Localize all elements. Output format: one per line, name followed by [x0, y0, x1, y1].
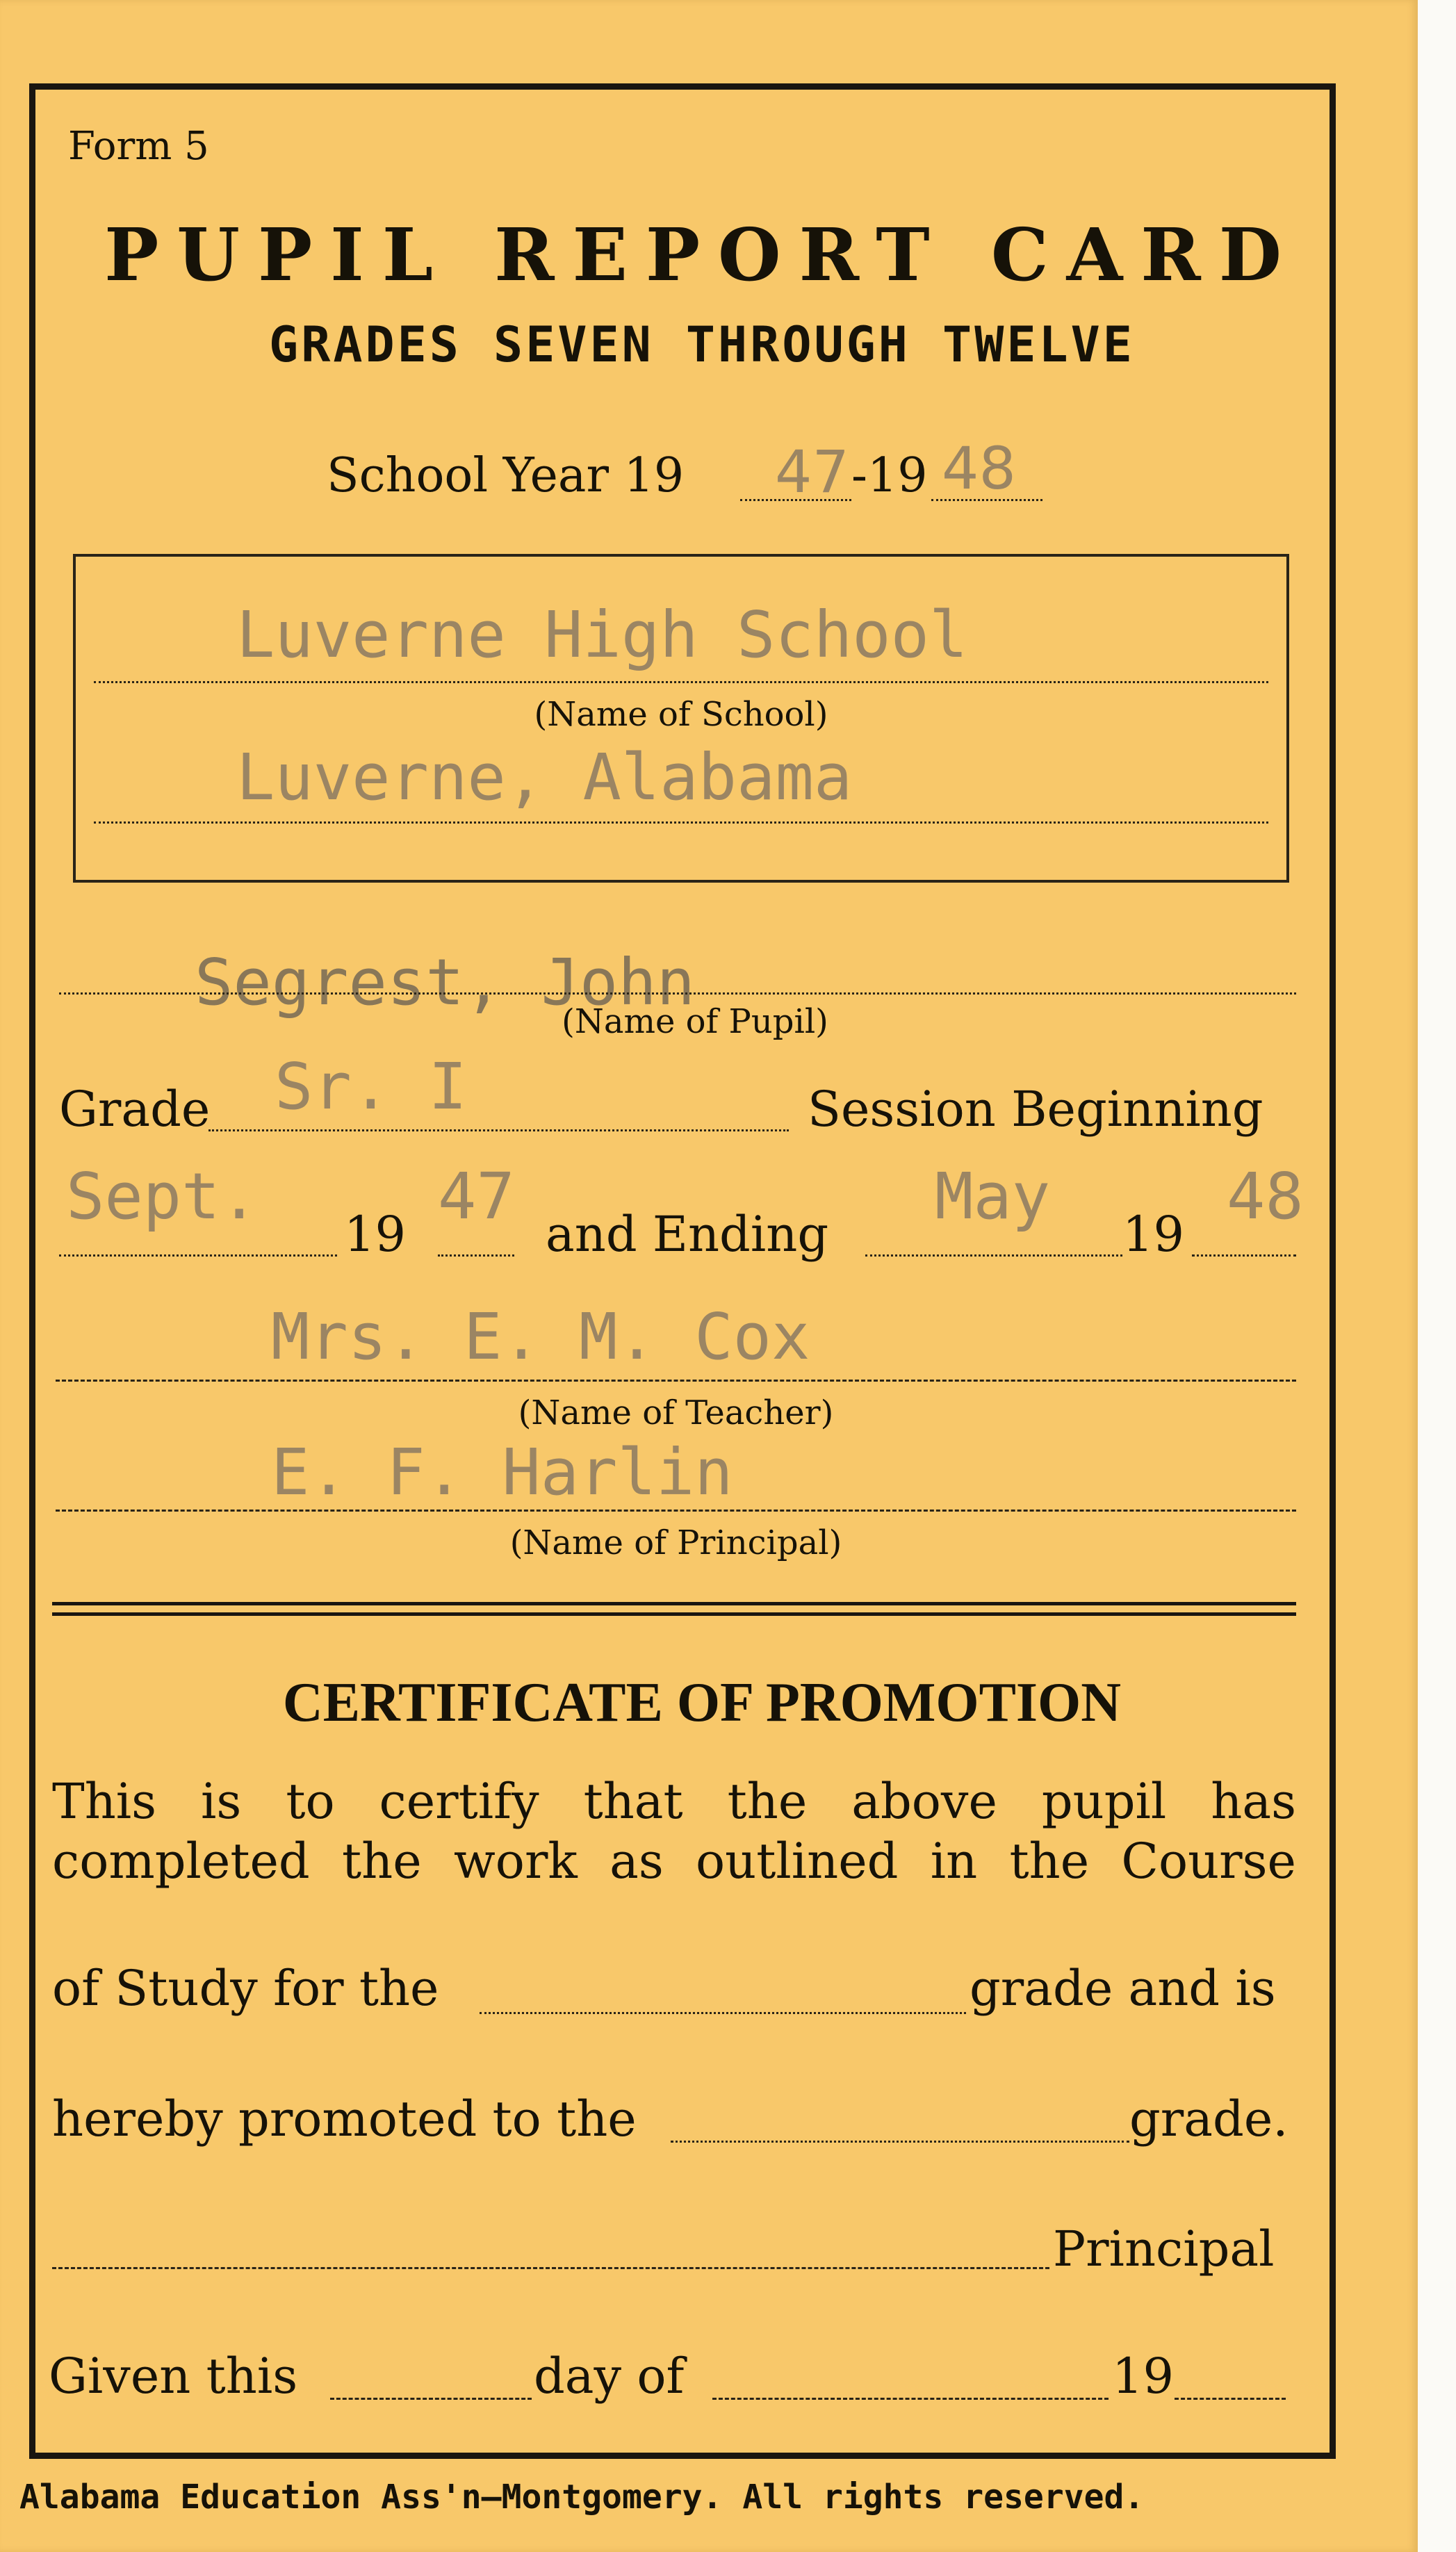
end-month: May	[935, 1159, 1051, 1234]
school-year-end: 48	[942, 434, 1016, 502]
end-year: 48	[1227, 1159, 1304, 1234]
certificate-title: CERTIFICATE OF PROMOTION	[282, 1672, 1122, 1733]
teacher-name: Mrs. E. M. Cox	[271, 1300, 810, 1374]
page-subtitle: GRADES SEVEN THROUGH TWELVE	[269, 316, 1135, 373]
principal-signature-line	[52, 2267, 1049, 2269]
pupil-name-caption: (Name of Pupil)	[562, 1002, 828, 1041]
principal-line	[56, 1510, 1296, 1512]
end-month-line	[865, 1254, 1122, 1257]
end-year-prefix: 19	[1122, 1206, 1185, 1263]
ending-label: and Ending	[546, 1206, 829, 1263]
pupil-name: Segrest, John	[195, 945, 696, 1020]
begin-year-prefix: 19	[344, 1206, 407, 1263]
footer-credit: Alabama Education Ass'n—Montgomery. All rights reserved.	[19, 2478, 1145, 2517]
school-year-label: School Year 19	[327, 448, 685, 503]
session-beginning-label: Session Beginning	[808, 1081, 1263, 1138]
school-year-start: 47	[775, 438, 849, 506]
teacher-line	[56, 1380, 1296, 1382]
teacher-caption: (Name of Teacher)	[518, 1393, 834, 1432]
begin-month: Sept.	[66, 1159, 259, 1234]
study-prefix: of Study for the	[52, 1960, 439, 2017]
study-grade-line	[480, 2012, 966, 2014]
principal-caption: (Name of Principal)	[509, 1523, 842, 1562]
school-name-caption: (Name of School)	[534, 695, 828, 734]
certificate-line-1: This is to certify that the above pupil has	[52, 1773, 1296, 1830]
given-year-prefix: 19	[1112, 2348, 1175, 2405]
begin-year: 47	[438, 1159, 515, 1234]
school-location: Luverne, Alabama	[236, 740, 853, 815]
school-year-separator: -19	[851, 448, 928, 503]
promoted-grade-line	[671, 2141, 1129, 2143]
grade-label: Grade	[59, 1081, 211, 1138]
divider-top	[52, 1602, 1296, 1605]
end-year-line	[1192, 1254, 1296, 1257]
begin-year-line	[438, 1254, 514, 1257]
given-label: Given this	[49, 2348, 298, 2405]
day-of-label: day of	[534, 2348, 685, 2405]
certificate-line-2: completed the work as outlined in the Course	[52, 1833, 1296, 1890]
grade-value: Sr. I	[275, 1049, 467, 1124]
grade-line	[208, 1129, 789, 1131]
pupil-name-line	[59, 992, 1296, 995]
promoted-prefix: hereby promoted to the	[52, 2091, 637, 2148]
divider-bottom	[52, 1612, 1296, 1616]
principal-name: E. F. Harlin	[271, 1435, 733, 1510]
school-name: Luverne High School	[236, 598, 968, 672]
given-year-line	[1175, 2398, 1286, 2400]
form-label: Form 5	[68, 124, 209, 169]
school-name-line	[94, 681, 1268, 683]
page-title: PUPIL REPORT CARD	[104, 212, 1300, 297]
given-day-line	[330, 2398, 532, 2400]
promoted-suffix: grade.	[1129, 2091, 1289, 2148]
study-suffix: grade and is	[970, 1960, 1276, 2017]
begin-month-line	[59, 1254, 337, 1257]
school-location-line	[94, 821, 1268, 824]
principal-signature-label: Principal	[1053, 2220, 1275, 2277]
given-month-line	[712, 2398, 1109, 2400]
